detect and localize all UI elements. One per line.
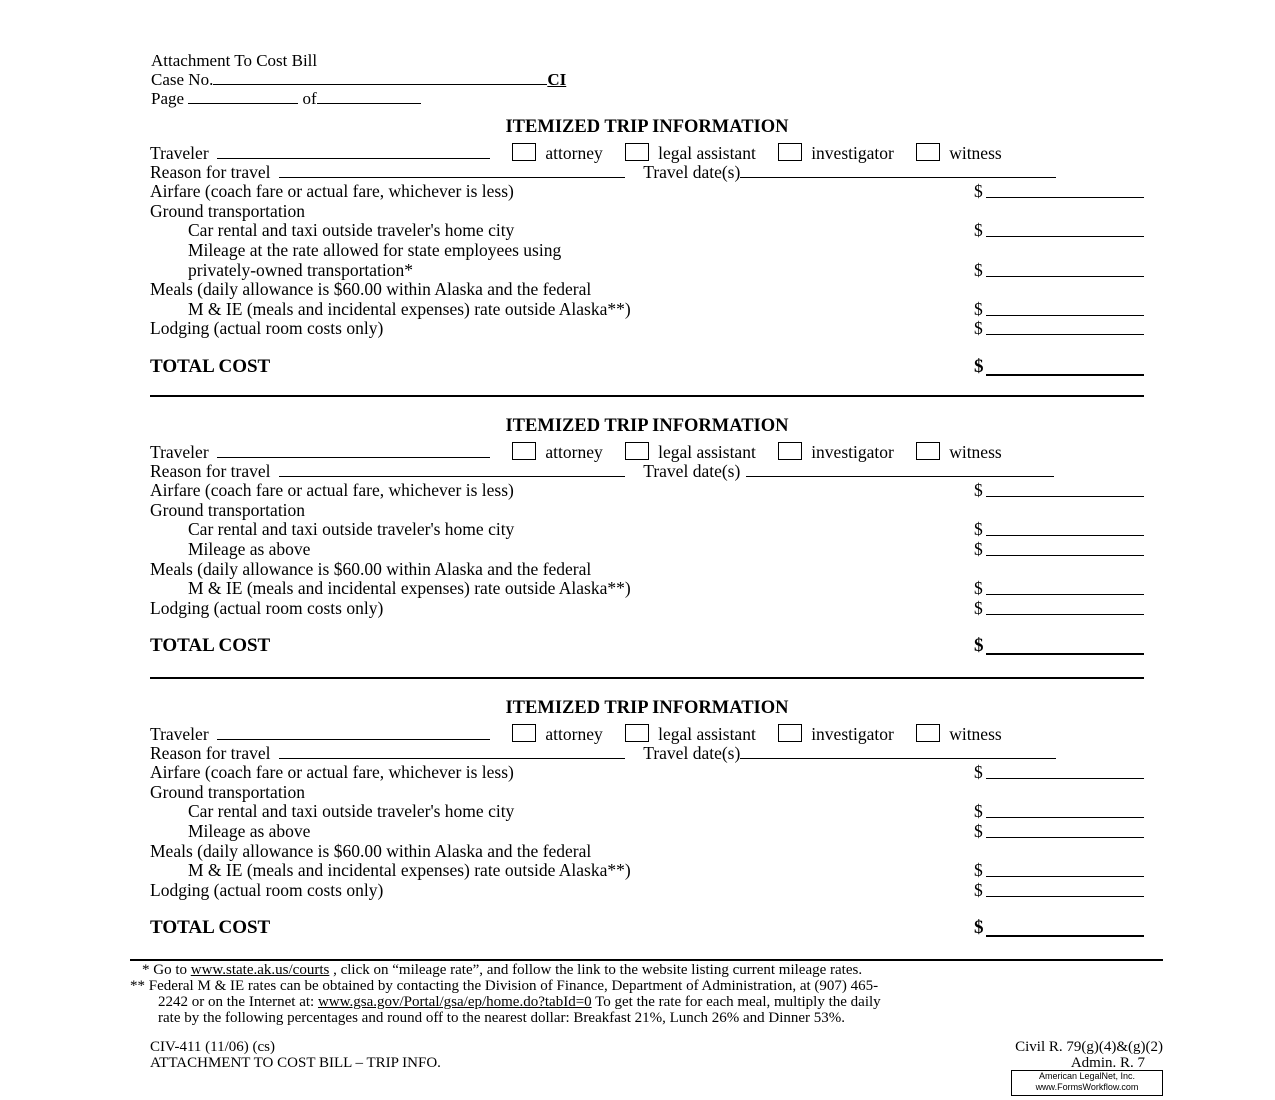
lodging-row: Lodging (actual room costs only) $ xyxy=(150,319,1144,339)
trip-section-3 xyxy=(150,698,1144,938)
legal-assistant-checkbox[interactable] xyxy=(625,143,649,161)
trip-section-1 xyxy=(150,117,1144,377)
ground-row: Ground transportation xyxy=(150,781,306,802)
car-rental-amount[interactable] xyxy=(986,535,1144,536)
mileage-amount[interactable] xyxy=(986,555,1144,556)
case-number-line: Case No. CI xyxy=(151,70,567,89)
meals-row-1: Meals (daily allowance is $60.00 within Alaska and the federal xyxy=(150,558,592,579)
page-number-field[interactable] xyxy=(188,89,298,104)
section-divider xyxy=(150,677,1144,679)
car-rental-row: Car rental and taxi outside traveler's home city $ xyxy=(150,520,1144,540)
investigator-checkbox[interactable] xyxy=(778,143,802,161)
meals-row-2: M & IE (meals and incidental expenses) rate outside Alaska**) $ xyxy=(150,579,1144,599)
form-header xyxy=(151,51,566,108)
meals-amount[interactable] xyxy=(986,594,1144,595)
meals-row-2: M & IE (meals and incidental expenses) rate outside Alaska**) $ xyxy=(150,861,1144,881)
lodging-amount[interactable] xyxy=(986,334,1144,335)
witness-checkbox[interactable] xyxy=(916,143,940,161)
reason-row: Reason for travel Travel date(s) xyxy=(150,744,1144,764)
total-amount[interactable] xyxy=(986,374,1144,376)
traveler-field[interactable] xyxy=(217,144,490,159)
investigator-checkbox[interactable] xyxy=(778,724,802,742)
witness-checkbox[interactable] xyxy=(916,442,940,460)
traveler-row: Traveler attorney legal assistant investigator witness xyxy=(150,143,1002,163)
page-total-field[interactable] xyxy=(317,89,421,104)
section-divider xyxy=(150,395,1144,397)
page-number-line: Page of xyxy=(151,89,566,108)
reason-row: Reason for travel Travel date(s) xyxy=(150,163,1144,183)
traveler-row: Traveler attorney legal assistant investigator witness xyxy=(150,442,1002,462)
reason-field[interactable] xyxy=(279,163,625,178)
travel-dates-field[interactable] xyxy=(746,462,1054,477)
section-title: ITEMIZED TRIP INFORMATION xyxy=(505,416,789,436)
traveler-field[interactable] xyxy=(217,443,490,458)
total-amount[interactable] xyxy=(986,935,1144,937)
airfare-amount[interactable] xyxy=(986,496,1144,497)
publisher-logo: American LegalNet, Inc. www.FormsWorkflow.com xyxy=(1011,1070,1163,1096)
legal-assistant-checkbox[interactable] xyxy=(625,724,649,742)
total-row: TOTAL COST $ xyxy=(150,357,1144,377)
airfare-row: Airfare (coach fare or actual fare, whichever is less) $ xyxy=(150,763,1144,783)
mileage-row-2: privately-owned transportation* $ xyxy=(150,261,1144,281)
footnote-divider xyxy=(130,959,1163,961)
rule-references xyxy=(1015,1039,1163,1071)
mileage-row: Mileage as above $ xyxy=(150,540,1144,560)
civil-rule: Civil R. 79(g)(4)&(g)(2) xyxy=(1015,1039,1163,1055)
section-title: ITEMIZED TRIP INFORMATION xyxy=(505,698,789,718)
form-id: CIV-411 (11/06) (cs) xyxy=(150,1039,275,1055)
gsa-link[interactable]: www.gsa.gov/Portal/gsa/ep/home.do?tabId=0 xyxy=(317,994,592,1010)
traveler-field[interactable] xyxy=(217,725,490,740)
footnote-1: * Go to www.state.ak.us/courts , click on “mileage rate”, and follow the link to the website listing current mileage rates. xyxy=(142,962,863,978)
investigator-checkbox[interactable] xyxy=(778,442,802,460)
meals-amount[interactable] xyxy=(986,876,1144,877)
lodging-row: Lodging (actual room costs only) $ xyxy=(150,881,1144,901)
mileage-amount[interactable] xyxy=(986,276,1144,277)
car-rental-amount[interactable] xyxy=(986,817,1144,818)
mileage-amount[interactable] xyxy=(986,837,1144,838)
airfare-amount[interactable] xyxy=(986,778,1144,779)
reason-row: Reason for travel Travel date(s) xyxy=(150,462,1144,482)
meals-row-2: M & IE (meals and incidental expenses) rate outside Alaska**) $ xyxy=(150,300,1144,320)
attorney-checkbox[interactable] xyxy=(512,724,536,742)
ground-row: Ground transportation xyxy=(150,200,306,221)
airfare-amount[interactable] xyxy=(986,197,1144,198)
airfare-row: Airfare (coach fare or actual fare, whichever is less) $ xyxy=(150,481,1144,501)
reason-field[interactable] xyxy=(279,744,625,759)
total-amount[interactable] xyxy=(986,653,1144,655)
header-title: Attachment To Cost Bill xyxy=(151,51,318,70)
form-title: ATTACHMENT TO COST BILL – TRIP INFO. xyxy=(150,1055,441,1071)
total-row: TOTAL COST $ xyxy=(150,918,1144,938)
attorney-checkbox[interactable] xyxy=(512,442,536,460)
attorney-checkbox[interactable] xyxy=(512,143,536,161)
mileage-row: Mileage as above $ xyxy=(150,822,1144,842)
ground-row: Ground transportation xyxy=(150,499,306,520)
admin-rule: Admin. R. 7 xyxy=(1070,1055,1145,1071)
car-rental-row: Car rental and taxi outside traveler's home city $ xyxy=(150,221,1144,241)
mileage-row-1: Mileage at the rate allowed for state employees using xyxy=(188,239,562,260)
legal-assistant-checkbox[interactable] xyxy=(625,442,649,460)
total-row: TOTAL COST $ xyxy=(150,636,1144,656)
lodging-amount[interactable] xyxy=(986,896,1144,897)
meals-row-1: Meals (daily allowance is $60.00 within Alaska and the federal xyxy=(150,840,592,861)
car-rental-row: Car rental and taxi outside traveler's home city $ xyxy=(150,802,1144,822)
case-suffix: CI xyxy=(547,70,567,89)
case-number-field[interactable] xyxy=(213,70,547,85)
trip-section-2 xyxy=(150,416,1144,656)
airfare-row: Airfare (coach fare or actual fare, whichever is less) $ xyxy=(150,182,1144,202)
courts-link[interactable]: www.state.ak.us/courts xyxy=(190,962,330,978)
car-rental-amount[interactable] xyxy=(986,236,1144,237)
section-title: ITEMIZED TRIP INFORMATION xyxy=(505,117,789,137)
meals-amount[interactable] xyxy=(986,315,1144,316)
lodging-amount[interactable] xyxy=(986,614,1144,615)
meals-row-1: Meals (daily allowance is $60.00 within Alaska and the federal xyxy=(150,279,592,300)
reason-field[interactable] xyxy=(279,462,625,477)
footnotes xyxy=(130,962,1165,1026)
travel-dates-field[interactable] xyxy=(740,744,1056,759)
lodging-row: Lodging (actual room costs only) $ xyxy=(150,599,1144,619)
travel-dates-field[interactable] xyxy=(740,163,1056,178)
traveler-row: Traveler attorney legal assistant investigator witness xyxy=(150,724,1002,744)
footnote-2: ** Federal M & IE rates can be obtained by contacting the Division of Finance, Department of Administration, at (907) 465- 2242 or on the Internet at: www.gsa.gov/Portal/gsa/ep/home.do?tabId=0 To get the rate for each meal, multiply the daily rate by the following percentages and round off to the nearest dollar: Breakfast 21%, Lunch 26% and Dinner 53%. xyxy=(130,978,881,1026)
form-identifier xyxy=(150,1039,441,1071)
witness-checkbox[interactable] xyxy=(916,724,940,742)
